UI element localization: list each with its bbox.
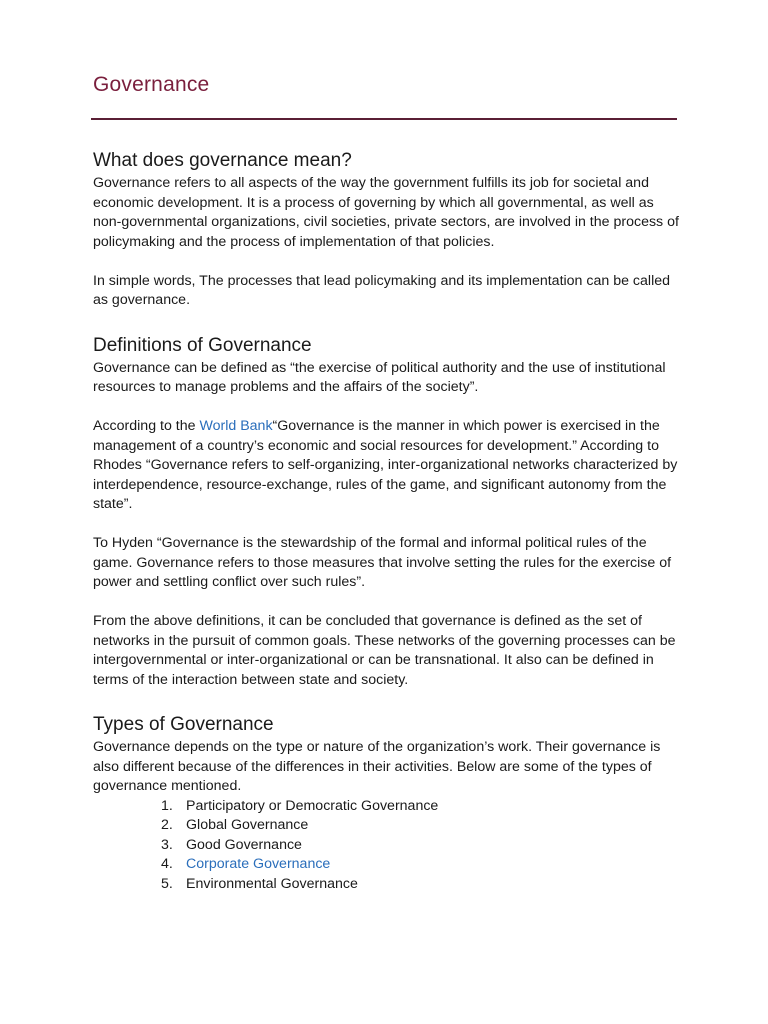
meaning-paragraph-1: Governance refers to all aspects of the way the government fulfills its job for societal and economic development. It is a process of governing by which all governmental, as well as non-governmental organizations, civil societies, private sectors, are involved in the process of policymaking and the process of implementation of that policies.: [93, 175, 679, 250]
definitions-paragraph-1: Governance can be defined as “the exercise of political authority and the use of institutional resources to manage problems and the affairs of the society”.: [93, 359, 666, 395]
meaning-paragraph-2: In simple words, The processes that lead policymaking and its implementation can be called as governance.: [93, 272, 670, 308]
list-item-label: Participatory or Democratic Governance: [186, 797, 439, 814]
list-item-number: 4.: [161, 856, 173, 872]
document-body: [93, 148, 683, 894]
definitions-paragraph-2: [93, 417, 683, 515]
definitions-paragraph-3: To Hyden “Governance is the stewardship of the formal and informal political rules of the game. Governance refers to those measures that involve setting the rules for the exercise of power and settling conflict over such rules”.: [93, 535, 672, 590]
definitions-paragraph-4: From the above definitions, it can be concluded that governance is defined as the set of networks in the pursuit of common goals. These networks of the governing processes can be intergovernmental or inter-organizational or can be transnational. It also can be defined in terms of the interaction between state and society.: [93, 613, 676, 688]
list-item-label: Environmental Governance: [186, 875, 358, 892]
list-item-label: Good Governance: [186, 836, 302, 853]
list-item-number: 2.: [161, 817, 173, 833]
world-bank-link[interactable]: World Bank: [199, 418, 273, 434]
list-item: [93, 797, 683, 817]
definitions-p2-suffix: “Governance is the manner in which power is exercised in the management of a country’s economic and social resources for development.” According to Rhodes “Governance refers to self-organizing, inter-organizational networks characterized by interdependence, resource-exchange, rules of the game, and significant autonomy from the state”.: [93, 418, 678, 512]
list-item-label: Global Governance: [186, 817, 309, 833]
list-item-number: 5.: [161, 875, 173, 892]
title-divider: [91, 118, 677, 120]
heading-meaning: What does governance mean?: [93, 150, 352, 171]
corporate-governance-link[interactable]: Corporate Governance: [186, 856, 331, 872]
definitions-p2-prefix: According to the: [93, 418, 200, 434]
list-item-number: 3.: [161, 836, 173, 853]
list-item-number: 1.: [161, 797, 173, 814]
list-item: [93, 836, 683, 856]
list-item: [93, 816, 683, 836]
list-item: [93, 855, 683, 875]
types-paragraph-1: Governance depends on the type or nature of the organization’s work. Their governance is also different because of the differences in their activities. Below are some of the types of governance mentioned.: [93, 739, 661, 794]
list-item: [93, 875, 683, 895]
page-title: Governance: [93, 73, 210, 96]
types-list: [93, 797, 683, 895]
heading-types: Types of Governance: [93, 714, 274, 735]
heading-definitions: Definitions of Governance: [93, 334, 312, 356]
